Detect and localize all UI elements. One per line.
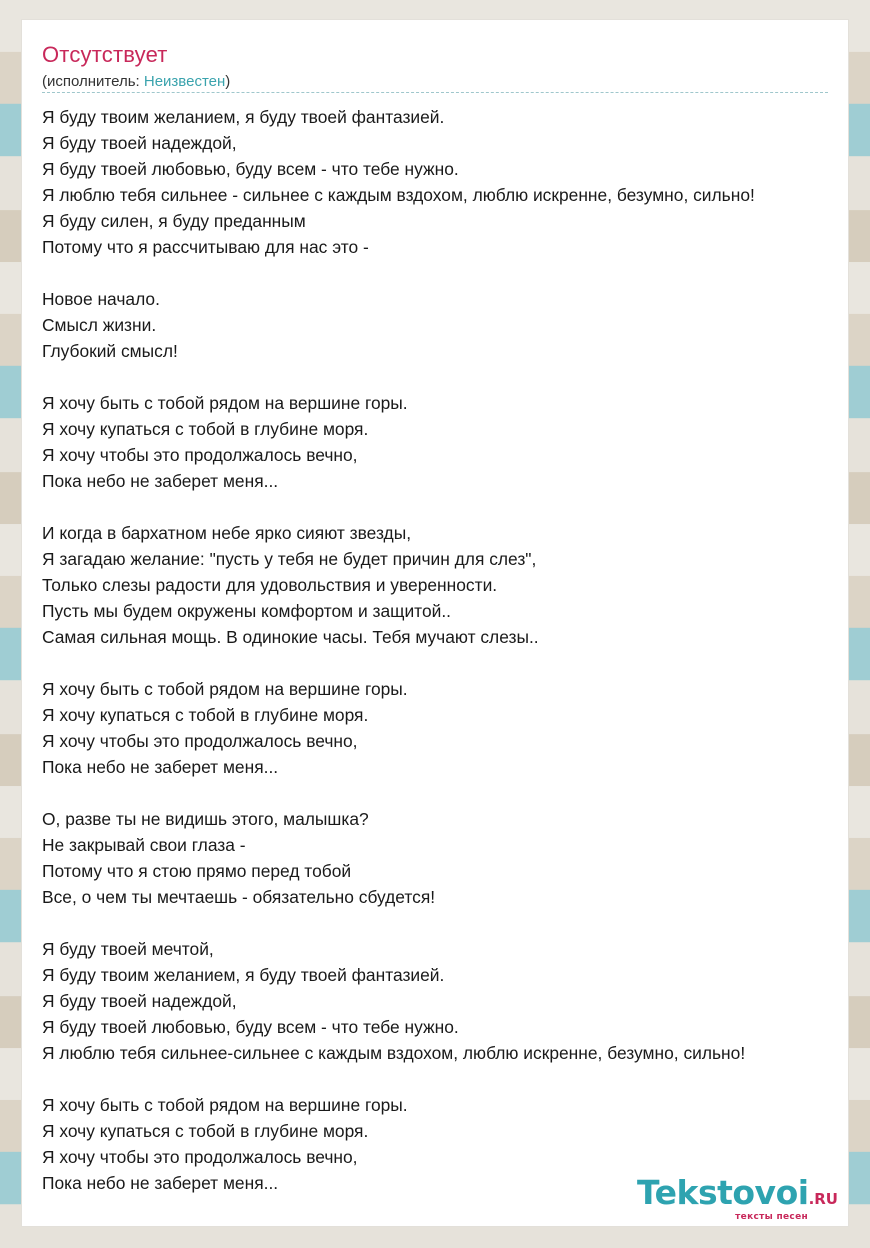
lyric-line: Я буду твоей любовью, буду всем - что тебе нужно. — [42, 159, 459, 179]
lyric-line: Я буду твоей мечтой, — [42, 939, 214, 959]
lyric-line: Я буду твоей надеждой, — [42, 133, 237, 153]
song-title: Отсутствует — [42, 42, 168, 67]
lyric-line: Я люблю тебя сильнее - сильнее с каждым вздохом, люблю искренне, безумно, сильно! — [42, 185, 755, 205]
lyric-line: Я загадаю желание: "пусть у тебя не будет причин для слез", — [42, 549, 537, 569]
lyric-line: Я буду твоей надеждой, — [42, 991, 237, 1011]
logo-name: Tekstovoi — [637, 1173, 809, 1212]
lyric-line: Я хочу чтобы это продолжалось вечно, — [42, 731, 358, 751]
lyric-line — [42, 494, 870, 520]
lyric-line: Смысл жизни. — [42, 315, 157, 335]
lyric-line: Не закрывай свои глаза - — [42, 835, 246, 855]
lyric-line: Я хочу чтобы это продолжалось вечно, — [42, 445, 358, 465]
lyric-line — [42, 364, 870, 390]
lyric-line — [42, 260, 870, 286]
header-divider — [42, 92, 828, 93]
lyric-line: Все, о чем ты мечтаешь - обязательно сбудется! — [42, 887, 436, 907]
lyric-line: Потому что я стою прямо перед тобой — [42, 861, 352, 881]
artist-line — [42, 73, 230, 90]
lyric-line: Глубокий смысл! — [42, 341, 178, 361]
lyric-line: Я буду твоим желанием, я буду твоей фантазией. — [42, 107, 445, 127]
lyric-line: Я хочу купаться с тобой в глубине моря. — [42, 419, 369, 439]
lyric-line: Я буду твоей любовью, буду всем - что тебе нужно. — [42, 1017, 459, 1037]
lyric-line — [42, 910, 870, 936]
lyric-line: Я хочу быть с тобой рядом на вершине горы. — [42, 393, 408, 413]
lyric-line: Новое начало. — [42, 289, 160, 309]
lyric-line: Я люблю тебя сильнее-сильнее с каждым вздохом, люблю искренне, безумно, сильно! — [42, 1043, 746, 1063]
lyric-line: Я буду твоим желанием, я буду твоей фантазией. — [42, 965, 445, 985]
lyric-line — [42, 650, 870, 676]
lyric-line: Я хочу быть с тобой рядом на вершине горы. — [42, 1095, 408, 1115]
lyric-line — [42, 1066, 870, 1092]
artist-link[interactable]: Неизвестен — [143, 73, 226, 90]
lyric-line: Я буду силен, я буду преданным — [42, 211, 306, 231]
lyric-line: Пока небо не заберет меня... — [42, 1173, 279, 1193]
artist-prefix: (исполнитель: — [42, 73, 144, 90]
lyrics-text — [42, 104, 870, 1196]
lyric-line: Я хочу купаться с тобой в глубине моря. — [42, 705, 369, 725]
lyric-line: Потому что я рассчитываю для нас это - — [42, 237, 369, 257]
lyric-line: Я хочу чтобы это продолжалось вечно, — [42, 1147, 358, 1167]
logo-wordmark — [637, 1173, 838, 1216]
lyric-line: О, разве ты не видишь этого, малышка? — [42, 809, 369, 829]
lyric-line: Пока небо не заберет меня... — [42, 471, 279, 491]
lyric-line: Самая сильная мощь. В одинокие часы. Тебя мучают слезы.. — [42, 627, 539, 647]
site-logo[interactable] — [637, 1173, 838, 1222]
logo-tagline: тексты песен — [735, 1212, 808, 1222]
logo-tld: .RU — [808, 1190, 838, 1208]
lyric-line: Я хочу быть с тобой рядом на вершине горы. — [42, 679, 408, 699]
lyric-line: Пока небо не заберет меня... — [42, 757, 279, 777]
lyric-line — [42, 780, 870, 806]
lyric-line: И когда в бархатном небе ярко сияют звезды, — [42, 523, 412, 543]
lyrics-page — [22, 20, 848, 1226]
lyric-line: Я хочу купаться с тобой в глубине моря. — [42, 1121, 369, 1141]
lyric-line: Пусть мы будем окружены комфортом и защитой.. — [42, 601, 451, 621]
artist-suffix: ) — [225, 73, 231, 90]
lyric-line: Только слезы радости для удовольствия и уверенности. — [42, 575, 498, 595]
